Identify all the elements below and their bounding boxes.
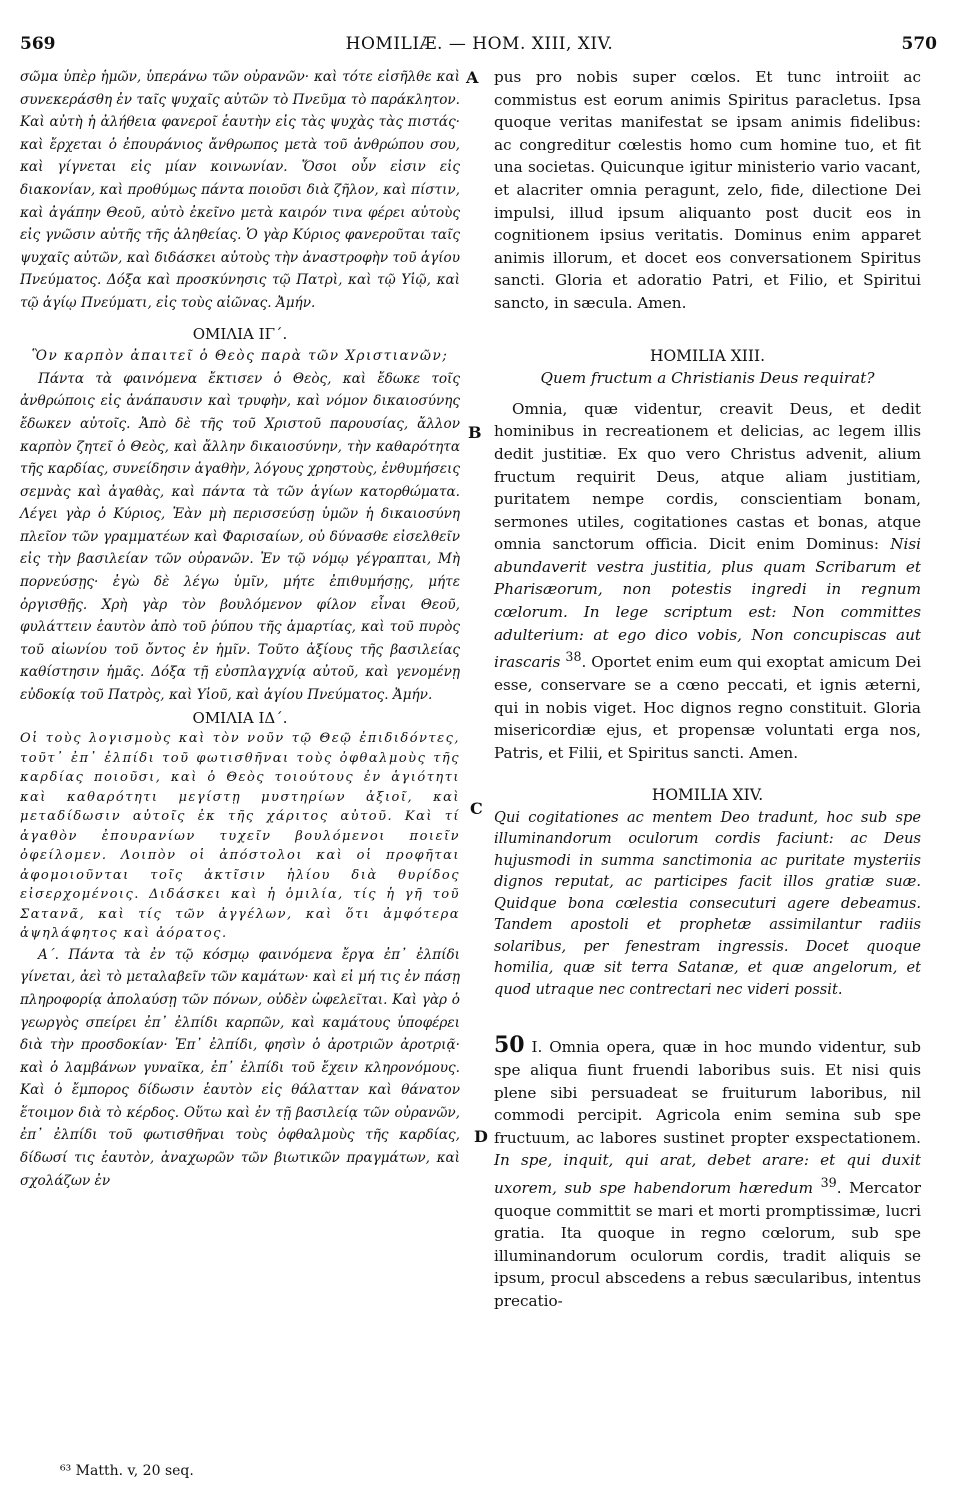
latin-column xyxy=(494,66,921,1313)
running-title: HOMILIÆ. — HOM. XIII, XIV. xyxy=(345,34,614,54)
latin-hom13-text xyxy=(494,398,921,765)
latin-hom13-quote: Nisi abundaverit vestra justitia, plus quam Scribarum et Pharisæorum, non potestis ingredi in regnum cœlorum. In lege scriptum est: Non committes adulterium: at ego dico vobis, Non concupiscas aut irascaris xyxy=(494,535,921,672)
latin-hom14-text xyxy=(494,1034,921,1312)
latin-hom13-subtitle: Quem fructum a Christianis Deus requirat? xyxy=(540,369,875,388)
margin-marker-c: C xyxy=(470,799,483,818)
footnote-ref-39: 39 xyxy=(820,1174,837,1190)
page-header xyxy=(0,6,959,54)
latin-hom14-subtitle: Qui cogitationes ac mentem Deo tradunt, hoc sub spe illuminandorum oculorum cordis faciunt: ac Deus hujusmodi in summa sanctimonia ac puritate mysteriis dignos reputat, ac participes facit illos gratiæ suæ. Quidque bona cœlestia consecuturi agere debeamus. Tandem apostoli et prophetæ assimilantur radiis solaribus, per fenestram ingressis. Docet quoque homilia, quæ sit terra Satanæ, et quæ angelorum, et quod utraque nec contrectari nec videri possit. xyxy=(494,808,921,998)
greek-hom13-subtitle: Ὃν καρπὸν ἀπαιτεῖ ὁ Θεὸς παρὰ τῶν Χριστιανῶν; xyxy=(31,348,449,365)
latin-hom13-text-a: Omnia, quæ videntur, creavit Deus, et dedit hominibus in recreationem et delicias, ac legem illis dedit justitiæ. Ex quo vero Christus advenit, alium fructum requirit Deus, atque aliam justitiam, puritatem nempe cordis, conscientiam bonam, sermones utiles, cogitationes castas et bonas, atque omnia sanctorum officia. Dicit enim Dominus: xyxy=(494,399,921,554)
greek-hom13-text: Πάντα τὰ φαινόμενα ἔκτισεν ὁ Θεὸς, καὶ ἔδωκε τοῖς ἀνθρώποις εἰς ἀνάπαυσιν καὶ τρυφὴν, καὶ νόμον δικαιοσύνης ἔδωκεν αὐτοῖς. Ἀπὸ δὲ τῆς τοῦ Χριστοῦ παρουσίας, ἄλλον καρπὸν ζητεῖ ὁ Θεὸς, καὶ ἄλλην δικαιοσύνην, τὴν καθαρότητα τῆς καρδίας, συνείδησιν ἀγαθὴν, λόγους χρηστοὺς, ἐνθυμήσεις σεμνὰς καὶ ἀγαθὰς, καὶ πάντα τὰ τῶν ἁγίων κατορθώματα. Λέγει γὰρ ὁ Κύριος, Ἐὰν μὴ περισσεύσῃ ὑμῶν ἡ δικαιοσύνη πλεῖον τῶν γραμματέων καὶ Φαρισαίων, οὐ δύνασθε εἰσελθεῖν εἰς τὴν βασιλείαν τῶν οὐρανῶν. Ἐν τῷ νόμῳ γέγραπται, Μὴ πορνεύσῃς· ἐγὼ δὲ λέγω ὑμῖν, μήτε ἐπιθυμήσῃς, μήτε ὀργισθῇς. Χρὴ γὰρ τὸν βουλόμενον φίλον εἶναι Θεοῦ, φυλάττειν ἑαυτὸν ἀπὸ τοῦ ῥύπου τῆς ἁμαρτίας, καὶ τοῦ πυρὸς τοῦ αἰωνίου τοῦ ὄντος ἐν ἡμῖν. Τοῦτο ἀξίους τῆς βασιλείας καθίστησιν ἡμᾶς. Δόξα τῇ εὐσπλαγχνίᾳ αὐτοῦ, καὶ γενομένῃ εὐδοκίᾳ τοῦ Πατρὸς, καὶ Υἱοῦ, καὶ ἁγίου Πνεύματος. Ἀμήν. xyxy=(20,370,460,704)
column-number: 50 xyxy=(494,1032,525,1059)
margin-marker-b: B xyxy=(468,423,482,442)
latin-intro: pus pro nobis super cœlos. Et tunc introiit ac commistus est eorum animis Spiritus paracletus. Ipsa quoque veritas manifestat se ipsam animis fidelibus: ac congreditur cœlestis homo cum homine tuo, et fit una societas. Quicunque igitur ministerio vario vacant, et alacriter omnia peragunt, zelo, fide, dilectione Dei impulsi, illud ipsum aliquanto post ducit eos in cognitionem ipsius veritatis. Dominus enim apparet animis illorum, et docet eos conversationem Spiritus sancti. Gloria et adoratio Patri, et Filio, et Spiritui sancto, in sæcula. Amen. xyxy=(494,68,921,312)
greek-hom13-title: ΟΜΙΛΙΑ ΙΓ΄. xyxy=(192,324,288,343)
footnote: ⁶³ Matth. v, 20 seq. xyxy=(60,1463,194,1479)
greek-hom14-title: ΟΜΙΛΙΑ ΙΔ΄. xyxy=(192,708,288,727)
latin-hom13-title: HOMILIA XIII. xyxy=(649,346,766,365)
greek-hom14-text: Α΄. Πάντα τὰ ἐν τῷ κόσμῳ φαινόμενα ἔργα ἐπ᾽ ἐλπίδι γίνεται, ἀεὶ τὸ μεταλαβεῖν τῶν καμάτων· καὶ εἰ μή τις ἐν πάσῃ πληροφορίᾳ ἀπολαύσῃ τῶν πόνων, οὐδὲν ὠφελεῖται. Καὶ γὰρ ὁ γεωργὸς σπείρει ἐπ᾽ ἐλπίδι καρπῶν, καὶ καμάτους ὑποφέρει διὰ τὴν προσδοκίαν· Ἐπ᾽ ἐλπίδι, φησὶν ὁ ἀροτριῶν ἀροτριᾷ· καὶ ὁ λαμβάνων γυναῖκα, ἐπ᾽ ἐλπίδι τοῦ ἔχειν κληρονόμους. Καὶ ὁ ἔμπορος δίδωσιν ἑαυτὸν εἰς θάλατταν καὶ θάνατον ἕτοιμον διὰ τὸ κέρδος. Οὕτω καὶ ἐν τῇ βασιλείᾳ τῶν οὐρανῶν, ἐπ᾽ ἐλπίδι τοῦ φωτισθῆναι τοὺς ὀφθαλμοὺς τῆς καρδίας, δίδωσί τις ἑαυτὸν, ἀναχωρῶν τῶν βιωτικῶν πραγμάτων, καὶ σχολάζων ἐν xyxy=(20,946,460,1189)
greek-intro: σῶμα ὑπὲρ ἡμῶν, ὑπεράνω τῶν οὐρανῶν· καὶ τότε εἰσῆλθε καὶ συνεκεράσθη ἐν ταῖς ψυχαῖς αὐτῶν τὸ Πνεῦμα τὸ παράκλητον. Καὶ αὐτὴ ἡ ἀλήθεια φανεροῖ ἑαυτὴν εἰς τὰς ψυχὰς τὰς πιστάς· καὶ ἔρχεται ὁ ἐπουράνιος ἄνθρωπος μετὰ τοῦ ἀνθρώπου σου, καὶ γίγνεται εἰς μίαν κοινωνίαν. Ὅσοι οὖν εἰσιν εἰς διακονίαν, καὶ προθύμως πάντα ποιοῦσι διὰ ζῆλον, καὶ πίστιν, καὶ ἀγάπην Θεοῦ, αὐτὸ ἐκεῖνο μετὰ καιρόν τινα φέρει αὐτοὺς εἰς γνῶσιν αὐτῆς τῆς ἀληθείας. Ὁ γὰρ Κύριος φανεροῦται ταῖς ψυχαῖς αὐτῶν, καὶ διδάσκει αὐτοὺς τὴν ἀναστροφὴν τοῦ ἁγίου Πνεύματος. Δόξα καὶ προσκύνησις τῷ Πατρὶ, καὶ τῷ Υἱῷ, καὶ τῷ ἁγίῳ Πνεύματι, εἰς τοὺς αἰῶνας. Ἀμήν. xyxy=(20,69,460,311)
latin-hom14-text-b: . Mercator quoque committit se mari et morti promptissimæ, lucri gratia. Ita quoque in regno cœlorum, sub spe illuminandorum oculorum cordis, tradit aliquis se ipsum, procul abscedens a rebus sæcularibus, intentus precatio- xyxy=(494,1179,921,1310)
footnote-ref-38: 38 xyxy=(565,649,582,665)
margin-marker-d: D xyxy=(474,1127,488,1146)
latin-hom13-text-b: . Oportet enim eum qui exoptat amicum Dei esse, conservare se a cœno peccati, et ignis æterni, qui in nobis viget. Hoc dignos regno constituit. Gloria misericordiæ ejus, et propensæ voluntati erga nos, Patris, et Filii, et Spiritus sancti. Amen. xyxy=(494,653,922,762)
page-number-right: 570 xyxy=(901,34,937,54)
latin-hom14-quote: In spe, inquit, qui arat, debet arare: et qui duxit uxorem, sub spe habendorum hæredum xyxy=(494,1151,921,1197)
margin-marker-a: A xyxy=(466,68,479,87)
page-number-left: 569 xyxy=(20,34,56,54)
latin-hom14-title: HOMILIA XIV. xyxy=(651,786,764,805)
greek-column xyxy=(20,66,460,1192)
greek-hom14-subtitle: Οἱ τοὺς λογισμοὺς καὶ τὸν νοῦν τῷ Θεῷ ἐπιδιδόντες, τοῦτ᾽ ἐπ᾽ ἐλπίδι τοῦ φωτισθῆναι τοὺς ὀφθαλμοὺς τῆς καρδίας ποιοῦσι, καὶ ὁ Θεὸς τοιούτους ἐν ἁγιότητι καὶ καθαρότητι μεγίστῃ μυστηρίων ἀξιοῖ, καὶ μεταδίδωσιν αὐτοῖς ἐκ τῆς χάριτος αὐτοῦ. Καὶ τί ἀγαθὸν ἐπουρανίων τυχεῖν βουλόμενοι ποιεῖν ὀφείλομεν. Λοιπὸν οἱ ἀπόστολοι καὶ οἱ προφῆται ἀφομοιοῦνται τοῖς ἀκτῖσιν ἡλίου διὰ θυρίδος εἰσερχομένοις. Διδάσκει καὶ ἡ ὁμιλία, τίς ἡ γῆ τοῦ Σατανᾶ, καὶ τίς τῶν ἀγγέλων, καὶ ὅτι ἀμφότερα ἀψηλάφητος καὶ ἀόρατος. xyxy=(20,731,460,942)
latin-hom14-text-a: I. Omnia opera, quæ in hoc mundo videntur, sub spe aliqua fiunt fruendi laboribus suis. Et nisi quis plene sibi persuadeat se fruiturum laboribus, nil commodi percipit. Agricola enim semina sub spe fructuum, ac labores sustinet propter exspectationem. xyxy=(494,1038,922,1147)
